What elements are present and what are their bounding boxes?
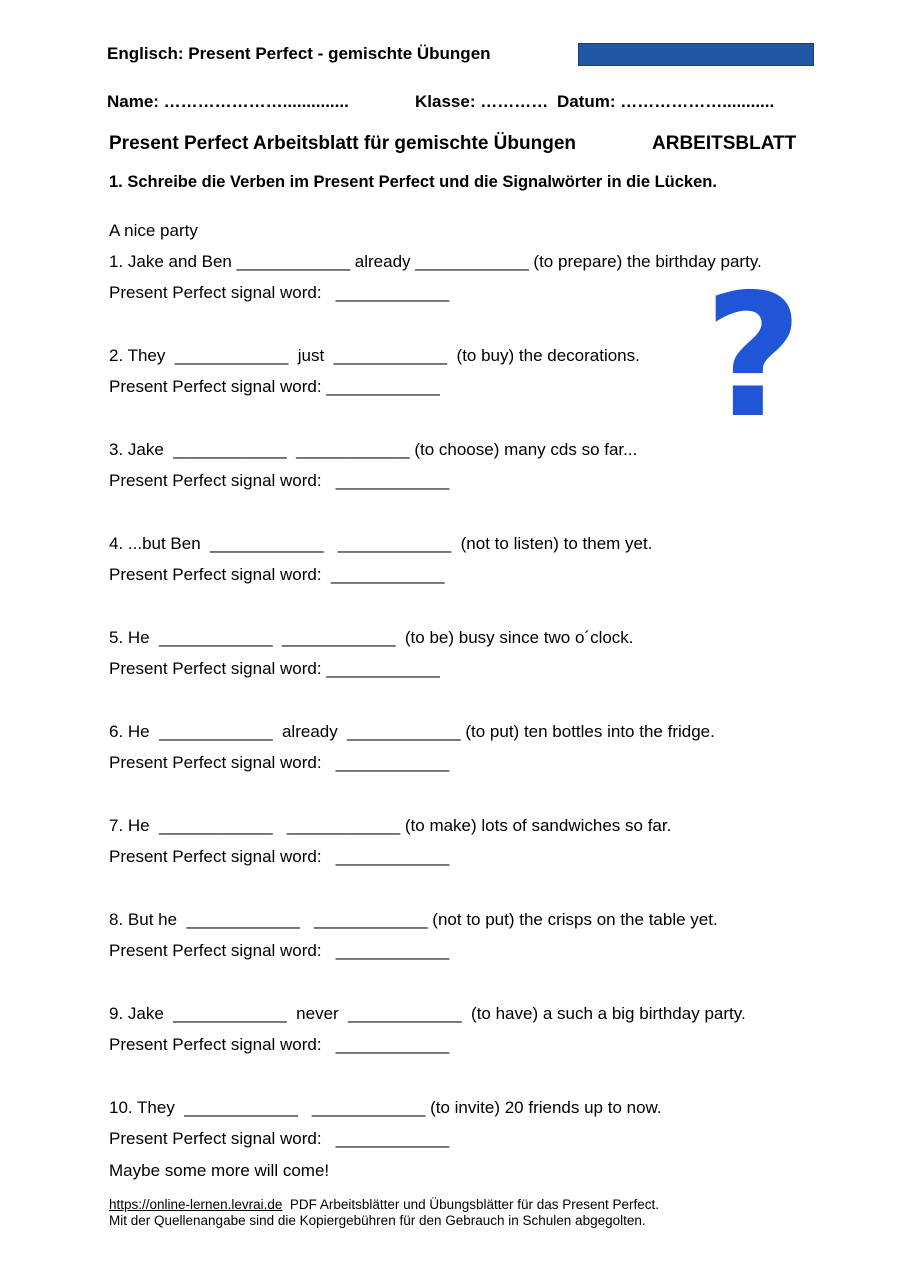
exercise-sentence: 5. He ____________ ____________ (to be) busy since two o´clock. (109, 628, 634, 647)
name-field: Name: ………………….............. (107, 92, 349, 111)
footer-line-1 (109, 1197, 659, 1212)
question-mark-icon: ? (704, 258, 803, 456)
signal-word-line: Present Perfect signal word: ____________ (109, 847, 450, 866)
task-instruction: 1. Schreibe die Verben im Present Perfect und die Signalwörter in die Lücken. (109, 173, 717, 191)
signal-word-line: Present Perfect signal word: ____________ (109, 753, 450, 772)
footer-link[interactable]: https://online-lernen.levrai.de (109, 1197, 283, 1212)
signal-word-line: Present Perfect signal word: ____________ (109, 941, 450, 960)
footer-line-2: Mit der Quellenangabe sind die Kopiergebühren für den Gebrauch in Schulen abgegolten. (109, 1213, 646, 1228)
exercise-sentence: 2. They ____________ just ____________ (to buy) the decorations. (109, 346, 640, 365)
signal-word-line: Present Perfect signal word: ____________ (109, 659, 440, 678)
worksheet-badge: ARBEITSBLATT (652, 133, 797, 154)
signal-word-line: Present Perfect signal word: ____________ (109, 1129, 450, 1148)
worksheet-title: Present Perfect Arbeitsblatt für gemischte Übungen (109, 133, 577, 154)
date-field: Datum: ………………........... (557, 92, 775, 111)
exercise-sentence: 3. Jake ____________ ____________ (to choose) many cds so far... (109, 440, 638, 459)
signal-word-line: Present Perfect signal word: ____________ (109, 377, 440, 396)
exercise-sentence: 7. He ____________ ____________ (to make) lots of sandwiches so far. (109, 816, 672, 835)
exercise-sentence: 8. But he ____________ ____________ (not to put) the crisps on the table yet. (109, 910, 718, 929)
story-title: A nice party (109, 221, 198, 240)
signal-word-line: Present Perfect signal word: ____________ (109, 283, 450, 302)
exercise-sentence: 10. They ____________ ____________ (to invite) 20 friends up to now. (109, 1098, 662, 1117)
website-link-box[interactable] (578, 43, 814, 82)
signal-word-line: Present Perfect signal word: ____________ (109, 471, 450, 490)
exercise-sentence: 9. Jake ____________ never ____________ (to have) a such a big birthday party. (109, 1004, 746, 1023)
document-header-title: Englisch: Present Perfect - gemischte Übungen (107, 44, 491, 63)
signal-word-line: Present Perfect signal word: ____________ (109, 565, 445, 584)
closing-line: Maybe some more will come! (109, 1161, 330, 1180)
footer-description: PDF Arbeitsblätter und Übungsblätter für das Present Perfect. (282, 1197, 660, 1212)
exercise-sentence: 4. ...but Ben ____________ ____________ (not to listen) to them yet. (109, 534, 653, 553)
class-field: Klasse: ………… (415, 92, 549, 111)
website-link[interactable]: https://levrai.de (637, 63, 764, 82)
exercise-sentence: 1. Jake and Ben ____________ already ____________ (to prepare) the birthday party. (109, 252, 762, 271)
exercise-sentence: 6. He ____________ already ____________ (to put) ten bottles into the fridge. (109, 722, 715, 741)
signal-word-line: Present Perfect signal word: ____________ (109, 1035, 450, 1054)
